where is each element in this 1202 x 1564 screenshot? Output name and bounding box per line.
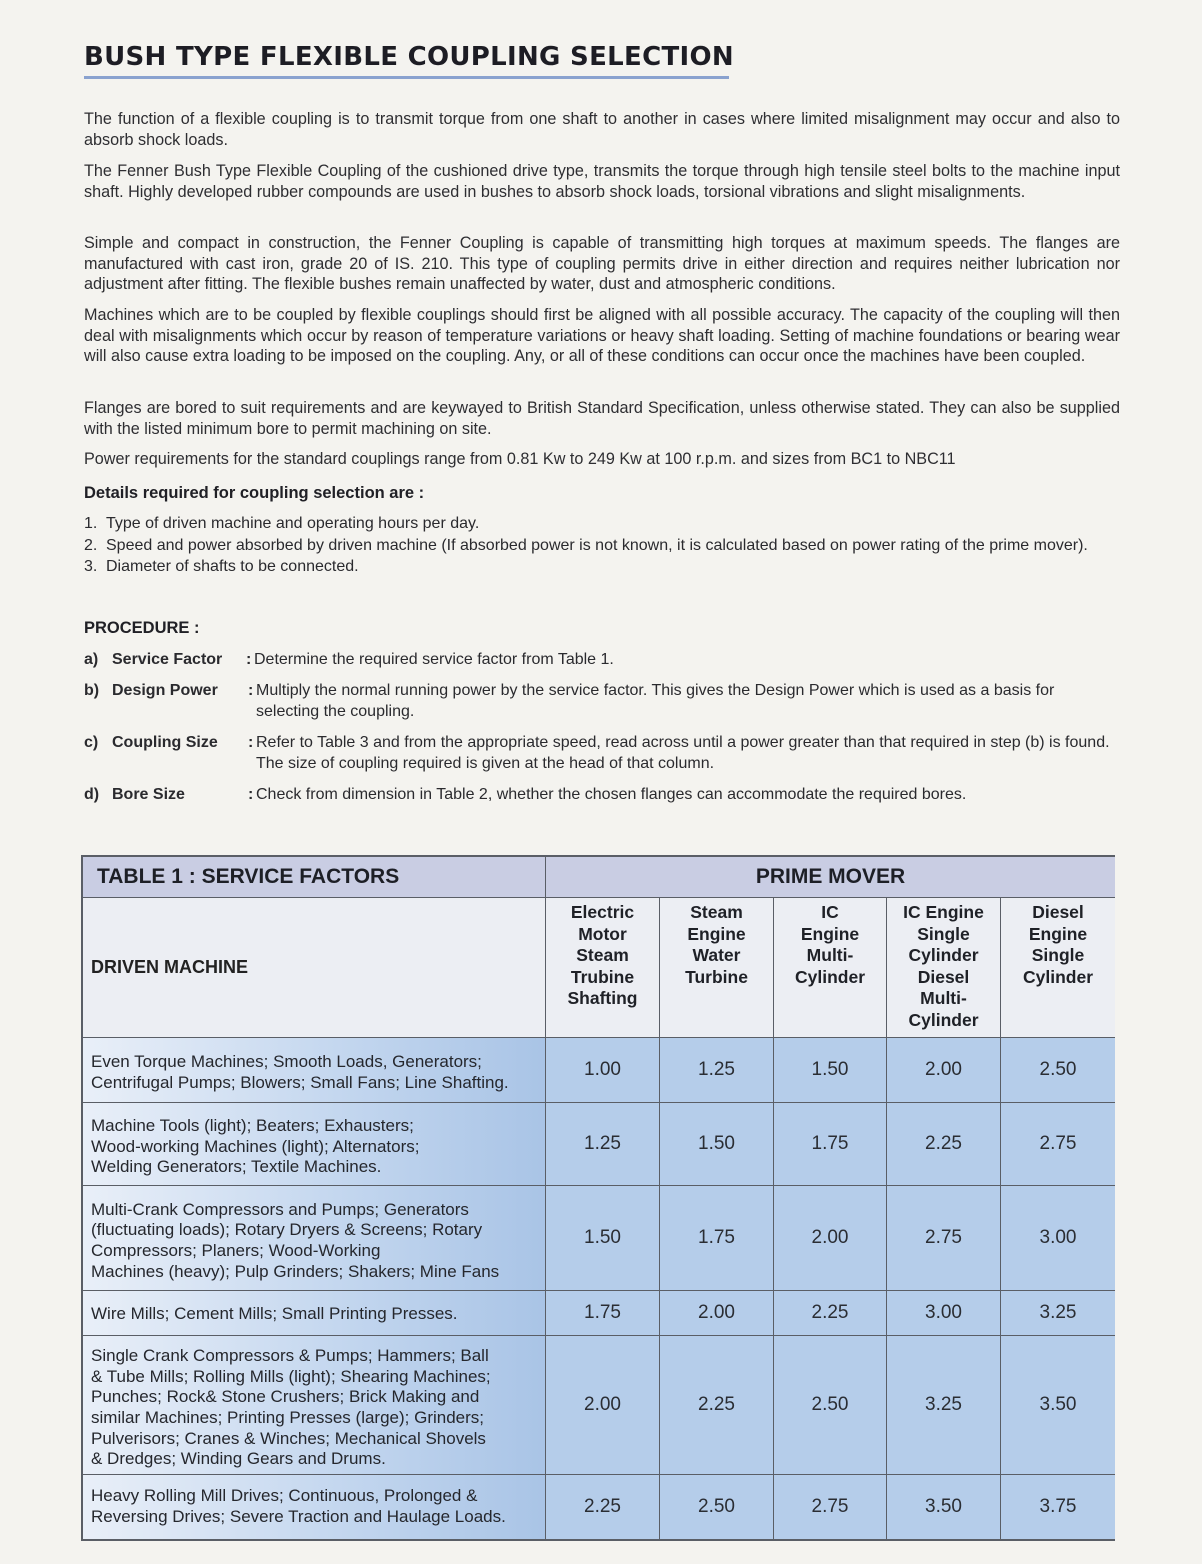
factor-cell: 1.00 bbox=[546, 1038, 660, 1103]
step-description: Check from dimension in Table 2, whether the chosen flanges can accommodate the required bores. bbox=[256, 786, 967, 803]
factor-cell: 1.50 bbox=[774, 1038, 887, 1103]
step-label: Design Power bbox=[112, 682, 218, 699]
step-description: Determine the required service factor from Table 1. bbox=[254, 651, 614, 668]
factor-cell: 3.00 bbox=[1001, 1186, 1115, 1291]
factor-cell: 3.25 bbox=[887, 1336, 1001, 1475]
paragraph-3: Simple and compact in construction, the Fenner Coupling is capable of transmitting high torques at maximum speeds. The flanges are manufactured with cast iron, grade 20 of IS. 210. This type of coupling permits drive in either direction and requires neither lubrication nor adjustment after fitting. The flexible bushes remain unaffected by water, dust and atmospheric conditions. bbox=[84, 234, 1120, 294]
driven-machine-cell: Even Torque Machines; Smooth Loads, Generators; Centrifugal Pumps; Blowers; Small Fans; Line Shafting. bbox=[83, 1038, 546, 1103]
step-description: Multiply the normal running power by the service factor. This gives the Design Power which is used as a basis for selecting the coupling. bbox=[256, 682, 1055, 720]
step-colon: : bbox=[248, 682, 254, 699]
document-page bbox=[84, 40, 1120, 79]
list-text: Speed and power absorbed by driven machine (If absorbed power is not known, it is calculated based on power rating of the prime mover). bbox=[106, 536, 1088, 554]
driven-machine-cell: Wire Mills; Cement Mills; Small Printing Presses. bbox=[83, 1291, 546, 1336]
factor-cell: 2.75 bbox=[774, 1475, 887, 1539]
procedure-heading: PROCEDURE : bbox=[84, 619, 200, 637]
list-text: Diameter of shafts to be connected. bbox=[106, 558, 359, 575]
step-colon: : bbox=[248, 734, 254, 751]
list-number: 2. bbox=[84, 536, 98, 554]
table-title: TABLE 1 : SERVICE FACTORS bbox=[83, 857, 546, 898]
step-label: Coupling Size bbox=[112, 734, 218, 751]
step-letter: c) bbox=[84, 734, 99, 751]
factor-cell: 2.00 bbox=[660, 1291, 774, 1336]
factor-cell: 3.00 bbox=[887, 1291, 1001, 1336]
factor-cell: 2.50 bbox=[774, 1336, 887, 1475]
paragraph-1: The function of a flexible coupling is to transmit torque from one shaft to another in cases where limited misalignment may occur and also to absorb shock loads. bbox=[84, 110, 1120, 149]
step-colon: : bbox=[248, 786, 254, 803]
factor-cell: 2.00 bbox=[546, 1336, 660, 1475]
factor-cell: 2.25 bbox=[546, 1475, 660, 1539]
factor-cell: 1.25 bbox=[546, 1103, 660, 1186]
factor-cell: 1.50 bbox=[546, 1186, 660, 1291]
driven-machine-cell: Machine Tools (light); Beaters; Exhausters; Wood-working Machines (light); Alternators; Welding Generators; Textile Machines. bbox=[83, 1103, 546, 1186]
paragraph-5: Flanges are bored to suit requirements and are keywayed to British Standard Specification, unless otherwise stated. They can also be supplied with the listed minimum bore to permit machining on site. bbox=[84, 399, 1120, 438]
driven-machine-heading: DRIVEN MACHINE bbox=[83, 898, 546, 1038]
factor-cell: 3.50 bbox=[1001, 1336, 1115, 1475]
details-list bbox=[84, 514, 1120, 578]
step-letter: a) bbox=[84, 651, 99, 668]
details-heading: Details required for coupling selection are : bbox=[84, 484, 425, 502]
list-number: 3. bbox=[84, 558, 98, 575]
column-header: IC Engine Multi- Cylinder bbox=[774, 898, 887, 1038]
step-colon: : bbox=[246, 651, 252, 668]
step-label: Service Factor bbox=[112, 651, 223, 668]
factor-cell: 2.00 bbox=[774, 1186, 887, 1291]
list-item bbox=[84, 557, 1120, 578]
factor-cell: 2.75 bbox=[887, 1186, 1001, 1291]
column-header: Electric Motor Steam Trubine Shafting bbox=[546, 898, 660, 1038]
procedure-step-d bbox=[84, 785, 1120, 806]
driven-machine-cell: Heavy Rolling Mill Drives; Continuous, Prolonged & Reversing Drives; Severe Traction and Haulage Loads. bbox=[83, 1475, 546, 1539]
list-item bbox=[84, 514, 1120, 535]
factor-cell: 1.75 bbox=[774, 1103, 887, 1186]
factor-cell: 1.75 bbox=[660, 1186, 774, 1291]
service-factors-table bbox=[81, 855, 1115, 1541]
step-description: Refer to Table 3 and from the appropriate speed, read across until a power greater than that required in step (b) is found. The size of coupling required is given at the head of that column. bbox=[256, 734, 1110, 772]
step-letter: d) bbox=[84, 786, 100, 803]
paragraph-2: The Fenner Bush Type Flexible Coupling of the cushioned drive type, transmits the torque through high tensile steel bolts to the machine input shaft. Highly developed rubber compounds are used in bushes to absorb shock loads, torsional vibrations and slight misalignments. bbox=[84, 162, 1120, 201]
factor-cell: 3.75 bbox=[1001, 1475, 1115, 1539]
factor-cell: 2.25 bbox=[774, 1291, 887, 1336]
step-letter: b) bbox=[84, 682, 100, 699]
factor-cell: 2.50 bbox=[1001, 1038, 1115, 1103]
step-label: Bore Size bbox=[112, 786, 185, 803]
page-title: BUSH TYPE FLEXIBLE COUPLING SELECTION bbox=[84, 42, 734, 72]
paragraph-6: Power requirements for the standard couplings range from 0.81 Kw to 249 Kw at 100 r.p.m. and sizes from BC1 to NBC11 bbox=[84, 450, 956, 468]
factor-cell: 1.50 bbox=[660, 1103, 774, 1186]
column-header: Diesel Engine Single Cylinder bbox=[1001, 898, 1115, 1038]
factor-cell: 3.25 bbox=[1001, 1291, 1115, 1336]
procedure-step-b bbox=[84, 681, 1120, 722]
factor-cell: 2.75 bbox=[1001, 1103, 1115, 1186]
factor-cell: 2.00 bbox=[887, 1038, 1001, 1103]
factor-cell: 2.25 bbox=[660, 1336, 774, 1475]
factor-cell: 2.25 bbox=[887, 1103, 1001, 1186]
prime-mover-heading: PRIME MOVER bbox=[546, 857, 1115, 898]
list-item bbox=[84, 536, 1120, 557]
list-number: 1. bbox=[84, 515, 98, 532]
column-header: Steam Engine Water Turbine bbox=[660, 898, 774, 1038]
factor-cell: 2.50 bbox=[660, 1475, 774, 1539]
procedure-step-c bbox=[84, 733, 1120, 774]
driven-machine-cell: Single Crank Compressors & Pumps; Hammers; Ball & Tube Mills; Rolling Mills (light); Shearing Machines; Punches; Rock& Stone Crushers; Brick Making and similar Machines; Printing Presses (large); Grinders; Pulverisors; Cranes & Winches; Mechanical Shovels & Dredges; Winding Gears and Drums. bbox=[83, 1336, 546, 1475]
column-header: IC Engine Single Cylinder Diesel Multi- Cylinder bbox=[887, 898, 1001, 1038]
driven-machine-cell: Multi-Crank Compressors and Pumps; Generators (fluctuating loads); Rotary Dryers & Screens; Rotary Compressors; Planers; Wood-Working Machines (heavy); Pulp Grinders; Shakers; Mine Fans bbox=[83, 1186, 546, 1291]
title-underline bbox=[84, 76, 729, 79]
factor-cell: 1.75 bbox=[546, 1291, 660, 1336]
list-text: Type of driven machine and operating hours per day. bbox=[106, 515, 480, 532]
procedure-step-a bbox=[84, 650, 1120, 671]
factor-cell: 1.25 bbox=[660, 1038, 774, 1103]
paragraph-4: Machines which are to be coupled by flexible couplings should first be aligned with all possible accuracy. The capacity of the coupling will then deal with misalignments which occur by reason of temperature variations or heavy shaft loading. Setting of machine foundations or bearing wear will also cause extra loading to be imposed on the coupling. Any, or all of these conditions can occur once the machines have been coupled. bbox=[84, 306, 1120, 366]
factor-cell: 3.50 bbox=[887, 1475, 1001, 1539]
